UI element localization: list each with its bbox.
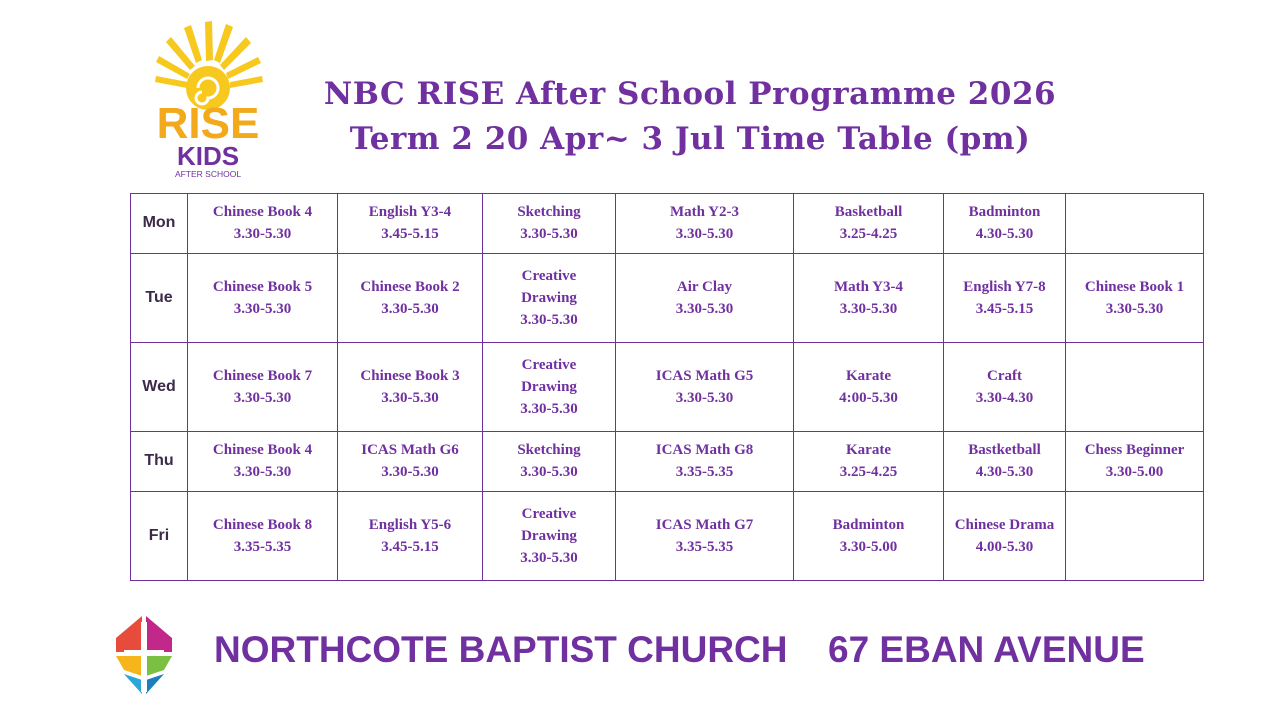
class-cell-text: ICAS Math G7 3.35-5.35: [655, 516, 754, 555]
class-cell: [1066, 194, 1204, 254]
class-cell: [338, 194, 483, 254]
day-label: Thu: [131, 432, 188, 492]
church-cross-logo: [112, 612, 176, 696]
table-row: [131, 253, 1204, 342]
class-cell: [338, 253, 483, 342]
class-cell-text: Chinese Book 8 3.35-5.35: [212, 516, 313, 555]
class-cell: [794, 432, 944, 492]
class-cell: [188, 491, 338, 580]
class-cell-text: English Y3-4 3.45-5.15: [368, 204, 452, 243]
timetable: [130, 193, 1204, 581]
class-cell: [944, 194, 1066, 254]
table-row: [131, 342, 1204, 431]
day-label: Wed: [131, 342, 188, 431]
class-cell-text: Badminton 3.30-5.00: [832, 516, 905, 555]
class-cell-text: Karate 3.25-4.25: [839, 442, 898, 481]
class-cell: [944, 253, 1066, 342]
class-cell-text: Chinese Book 2 3.30-5.30: [360, 278, 460, 317]
class-cell-text: Badminton 4.30-5.30: [968, 204, 1041, 243]
class-cell: [1066, 432, 1204, 492]
class-cell-text: Creative Drawing 3.30-5.30: [520, 356, 578, 417]
class-cell: [1066, 342, 1204, 431]
class-cell-text: Karate 4:00-5.30: [839, 367, 898, 406]
table-row: [131, 491, 1204, 580]
class-cell-text: Chinese Book 7 3.30-5.30: [212, 367, 313, 406]
sun-icon: [150, 18, 280, 183]
class-cell-text: Chinese Book 4 3.30-5.30: [212, 204, 313, 243]
class-cell: [483, 432, 616, 492]
day-label: Fri: [131, 491, 188, 580]
rise-kids-logo: [150, 18, 280, 183]
class-cell: [794, 342, 944, 431]
class-cell: [188, 194, 338, 254]
class-cell: [188, 342, 338, 431]
class-cell-text: Chinese Book 1 3.30-5.30: [1084, 278, 1185, 317]
class-cell: [944, 432, 1066, 492]
class-cell-text: ICAS Math G5 3.30-5.30: [655, 367, 754, 406]
class-cell-text: English Y5-6 3.45-5.15: [368, 516, 452, 555]
class-cell-text: Air Clay 3.30-5.30: [675, 278, 734, 317]
class-cell-text: English Y7-8 3.45-5.15: [963, 278, 1046, 317]
class-cell-text: Creative Drawing 3.30-5.30: [520, 267, 578, 328]
class-cell: [616, 253, 794, 342]
class-cell: [338, 491, 483, 580]
church-name: NORTHCOTE BAPTIST CHURCH: [214, 629, 788, 670]
class-cell-text: ICAS Math G6 3.30-5.30: [361, 442, 459, 481]
class-cell: [483, 491, 616, 580]
class-cell-text: Sketching 3.30-5.30: [517, 204, 581, 243]
class-cell: [338, 432, 483, 492]
class-cell-text: Basketball 3.25-4.25: [834, 204, 903, 243]
class-cell: [483, 194, 616, 254]
class-cell-text: Chinese Book 3 3.30-5.30: [360, 367, 460, 406]
class-cell: [483, 342, 616, 431]
class-cell: [616, 432, 794, 492]
class-cell-text: ICAS Math G8 3.35-5.35: [655, 442, 754, 481]
table-row: [131, 194, 1204, 254]
class-cell-text: Math Y3-4 3.30-5.30: [833, 278, 904, 317]
class-cell-text: Sketching 3.30-5.30: [517, 442, 581, 481]
class-cell-text: Chinese Book 4 3.30-5.30: [212, 442, 313, 481]
class-cell-text: Chinese Drama 4.00-5.30: [954, 516, 1055, 555]
class-cell: [944, 491, 1066, 580]
class-cell-text: Math Y2-3 3.30-5.30: [669, 204, 740, 243]
page-title: [290, 72, 1090, 162]
class-cell-text: Craft 3.30-4.30: [975, 367, 1034, 406]
logo-kids-text: KIDS: [176, 141, 240, 171]
class-cell: [794, 253, 944, 342]
class-cell: [338, 342, 483, 431]
class-cell-text: Chess Beginner 3.30-5.00: [1084, 442, 1185, 481]
class-cell: [188, 432, 338, 492]
title-line-1: NBC RISE After School Programme 2026: [323, 76, 1057, 112]
class-cell: [616, 491, 794, 580]
title-line-2: Term 2 20 Apr~ 3 Jul Time Table (pm): [349, 121, 1031, 157]
class-cell-text: Chinese Book 5 3.30-5.30: [212, 278, 313, 317]
class-cell: [794, 194, 944, 254]
logo-tagline: AFTER SCHOOL: [174, 169, 242, 179]
class-cell: [188, 253, 338, 342]
class-cell: [616, 194, 794, 254]
church-address: 67 EBAN AVENUE: [828, 629, 1145, 670]
logo-rise-text: RISE: [156, 99, 260, 148]
class-cell: [944, 342, 1066, 431]
day-label: Tue: [131, 253, 188, 342]
table-row: [131, 432, 1204, 492]
class-cell: [1066, 253, 1204, 342]
class-cell: [1066, 491, 1204, 580]
class-cell: [616, 342, 794, 431]
class-cell: [483, 253, 616, 342]
class-cell: [794, 491, 944, 580]
cross-icon: [112, 612, 176, 696]
day-label: Mon: [131, 194, 188, 254]
class-cell-text: Bastketball 4.30-5.30: [968, 442, 1041, 481]
class-cell-text: Creative Drawing 3.30-5.30: [520, 505, 578, 566]
